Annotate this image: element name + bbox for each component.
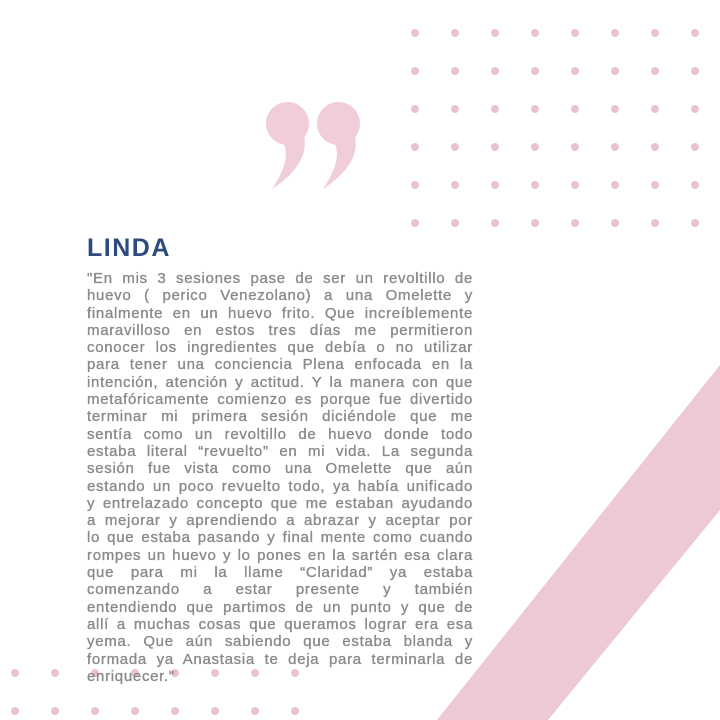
dot bbox=[691, 181, 699, 189]
dot bbox=[211, 707, 219, 715]
dot bbox=[491, 29, 499, 37]
dot bbox=[11, 669, 19, 677]
dot bbox=[531, 219, 539, 227]
dot bbox=[691, 67, 699, 75]
dot bbox=[531, 143, 539, 151]
dot bbox=[691, 219, 699, 227]
client-name: LINDA bbox=[87, 234, 171, 262]
testimonial-content bbox=[87, 234, 473, 685]
quote-mark-glyphs bbox=[266, 102, 360, 189]
dot bbox=[611, 143, 619, 151]
dot bbox=[11, 707, 19, 715]
dot bbox=[531, 29, 539, 37]
dot bbox=[131, 707, 139, 715]
dot bbox=[651, 219, 659, 227]
ribbon-shape bbox=[437, 365, 720, 720]
dot bbox=[491, 105, 499, 113]
dot bbox=[571, 29, 579, 37]
dot bbox=[571, 105, 579, 113]
dot bbox=[531, 67, 539, 75]
dot bbox=[411, 181, 419, 189]
dot bbox=[411, 29, 419, 37]
dot bbox=[51, 669, 59, 677]
dot bbox=[611, 105, 619, 113]
dot bbox=[451, 105, 459, 113]
dot-grid-top-right bbox=[411, 29, 699, 227]
dot bbox=[411, 143, 419, 151]
dot bbox=[571, 181, 579, 189]
dot bbox=[491, 67, 499, 75]
dot bbox=[91, 707, 99, 715]
dot bbox=[451, 29, 459, 37]
dot bbox=[451, 143, 459, 151]
dot bbox=[691, 105, 699, 113]
dot bbox=[611, 29, 619, 37]
dot bbox=[491, 143, 499, 151]
dot bbox=[491, 219, 499, 227]
testimonial-text: "En mis 3 sesiones pase de ser un revoltillo de huevo ( perico Venezolano) a una Omelette y finalmente en un huevo frito. Que increíblemente maravilloso en estos tres días me permitieron conocer los ingredientes que debía o no utilizar para tener una conciencia Plena enfocada en la intención, atención y actitud. Y la manera con que metafóricamente comienzo es porque fue divertido terminar mi primera sesión diciéndole que me sentía como un revoltillo de huevo donde todo estaba literal “revuelto” en mi vida. La segunda sesión fue vista como una Omelette que aún estando un poco revuelto todo, ya había unificado y entrelazado concepto que me estaban ayudando a mejorar y aprendiendo a abrazar y aceptar por lo que estaba pasando y final mente como cuando rompes un huevo y lo pones en la sartén esa clara que para mi la llame “Claridad” ya estaba comenzando a estar presente y también entendiendo que partimos de un punto y que de allí a muchas cosas que queramos lograr era esa yema. Que aún sabiendo que estaba blanda y formada ya Anastasia te deja para terminarla de enriquecer." bbox=[87, 270, 473, 685]
quote-mark-icon bbox=[264, 102, 362, 190]
dot bbox=[451, 181, 459, 189]
dot bbox=[451, 219, 459, 227]
dot bbox=[411, 67, 419, 75]
dot bbox=[411, 219, 419, 227]
dot bbox=[531, 181, 539, 189]
dot bbox=[291, 707, 299, 715]
dot bbox=[651, 29, 659, 37]
dot bbox=[51, 707, 59, 715]
dot bbox=[611, 181, 619, 189]
dot bbox=[171, 707, 179, 715]
dot bbox=[571, 219, 579, 227]
dot bbox=[571, 143, 579, 151]
dot bbox=[691, 29, 699, 37]
dot bbox=[611, 219, 619, 227]
dot bbox=[571, 67, 579, 75]
dot bbox=[651, 181, 659, 189]
dot bbox=[411, 105, 419, 113]
dot bbox=[531, 105, 539, 113]
dot bbox=[651, 67, 659, 75]
dot bbox=[251, 707, 259, 715]
dot bbox=[651, 105, 659, 113]
dot bbox=[691, 143, 699, 151]
dot bbox=[651, 143, 659, 151]
dot bbox=[491, 181, 499, 189]
dot bbox=[451, 67, 459, 75]
dot bbox=[611, 67, 619, 75]
